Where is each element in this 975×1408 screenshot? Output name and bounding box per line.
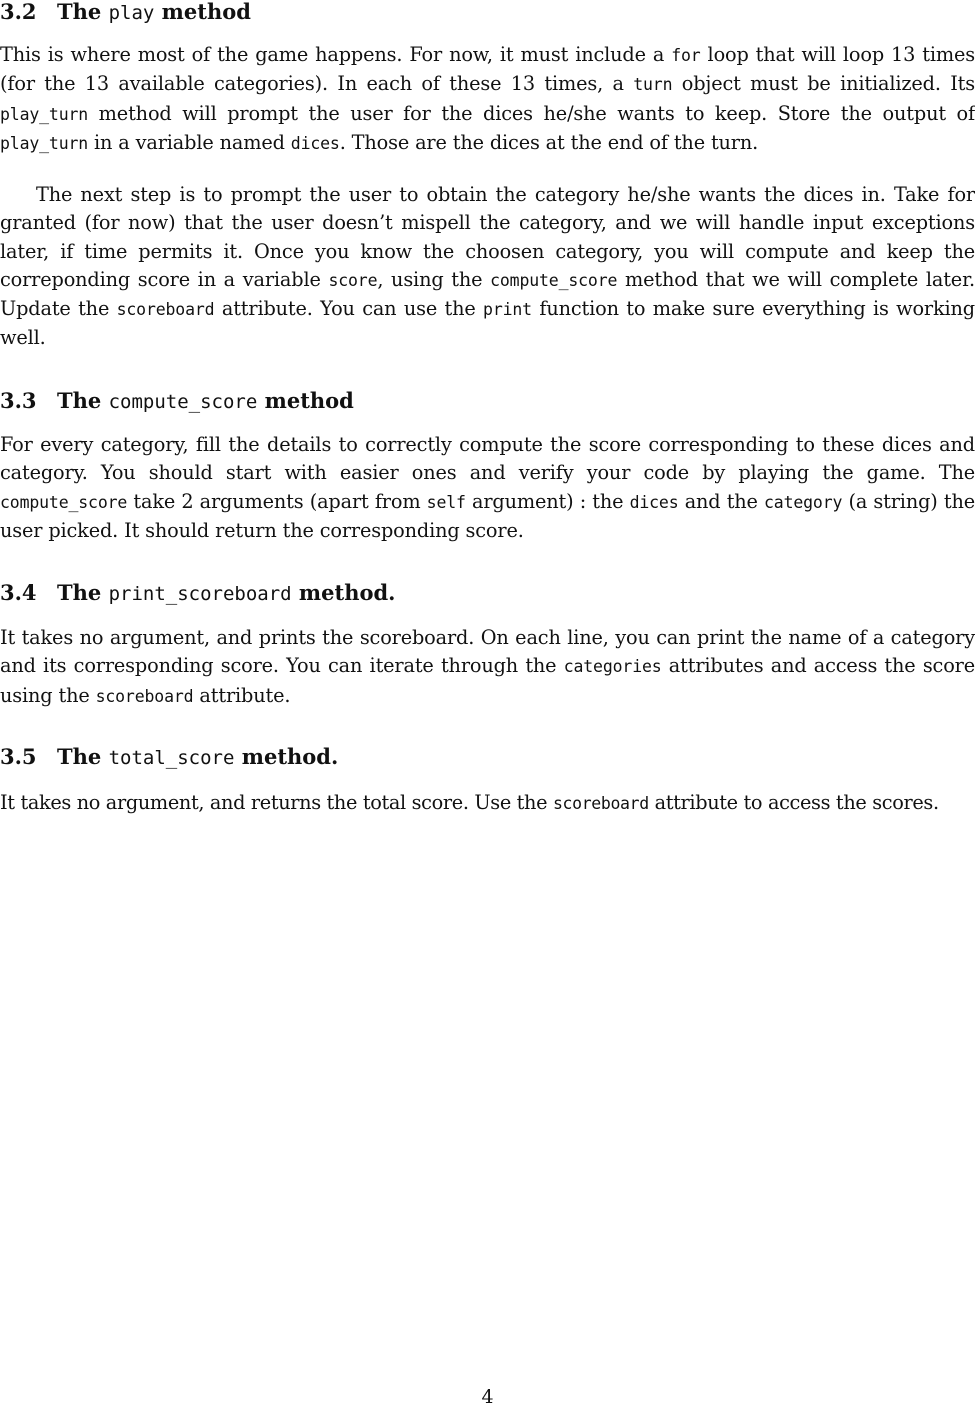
code-category: category [764, 492, 843, 512]
text-run: attribute. You can use the [214, 297, 484, 321]
text-run: attribute to access the scores. [648, 791, 939, 814]
text-run: in a variable named [88, 130, 291, 154]
paragraph-3-5-1 [0, 789, 975, 818]
text-run: It takes no argument, and prints the scoreboard. On each line, you can print the name of a category and its corresponding score. You can iterate through the [0, 626, 975, 678]
text-run: , using the [377, 267, 491, 291]
text-run: function to make sure everything is working well. [0, 297, 975, 350]
code-turn: turn [633, 75, 673, 95]
code-play-turn: play_turn [0, 133, 89, 153]
code-for: for [671, 46, 701, 65]
code-scoreboard: scoreboard [95, 686, 194, 706]
heading-code-compute-score: compute_score [108, 391, 258, 413]
text-run: method will prompt the user for the dices he/she wants to keep. Store the output of [88, 101, 975, 125]
section-number: 3.5 [0, 744, 37, 769]
code-compute-score: compute_score [490, 270, 618, 290]
text-run: loop that will loop 13 times (for the 13 available categories). In each of these 13 times, a [0, 43, 975, 96]
code-scoreboard: scoreboard [552, 794, 649, 813]
section-heading-3-3 [0, 388, 354, 415]
heading-word-method: method [264, 388, 354, 413]
text-run: method that we will complete later. Update the [0, 267, 975, 321]
code-categories: categories [563, 657, 662, 677]
code-play-turn: play_turn [0, 104, 89, 124]
paragraph-3-2-2 [0, 181, 975, 353]
heading-code-print-scoreboard: print_scoreboard [108, 583, 292, 605]
code-score: score [328, 270, 378, 290]
section-number: 3.3 [0, 388, 37, 413]
section-heading-3-5 [0, 744, 338, 771]
text-run: The next step is to prompt the user to obtain the category he/she wants the dices in. Take for granted (for now) that the user doesn’t mispell the category, and we will handle input exceptions later, if time permits it. Once you know the choosen category, you will compute and keep the correponding score in a variable [0, 183, 975, 291]
text-run: object must be initialized. Its [672, 72, 975, 96]
text-run: argument) : the [465, 489, 630, 513]
text-run: attribute. [193, 683, 291, 707]
text-run: This is where most of the game happens. For now, it must include a [0, 43, 672, 66]
heading-code-total-score: total_score [108, 747, 235, 769]
code-dices: dices [629, 492, 679, 512]
paragraph-3-3-1 [0, 431, 975, 545]
paragraph-3-2-1 [0, 41, 975, 158]
code-scoreboard: scoreboard [116, 300, 215, 320]
text-run: (a string) the user picked. It should return the corresponding score. [0, 489, 975, 542]
text-run: It takes no argument, and returns the total score. Use the [0, 791, 553, 814]
page-number: 4 [481, 1386, 494, 1408]
code-compute-score: compute_score [0, 492, 128, 512]
heading-code-play: play [108, 2, 155, 24]
text-run: and the [678, 489, 765, 513]
heading-word-method: method. [298, 580, 396, 605]
text-run: take 2 arguments (apart from [127, 489, 427, 513]
text-run: . Those are the dices at the end of the turn. [339, 130, 759, 154]
heading-word-method: method. [241, 744, 339, 769]
section-number: 3.4 [0, 580, 37, 605]
code-dices: dices [290, 133, 340, 153]
heading-word-the: The [57, 580, 102, 605]
heading-word-the: The [57, 744, 102, 769]
text-run: attributes and access the score using the [0, 654, 975, 707]
code-print: print [483, 300, 532, 320]
section-number: 3.2 [0, 0, 37, 24]
heading-word-method: method [161, 0, 251, 24]
text-run: For every category, fill the details to correctly compute the score corresponding to these dices and category. You should start with easier ones and verify your code by playing the game. The [0, 433, 975, 485]
code-self: self [426, 492, 466, 512]
heading-word-the: The [57, 0, 102, 24]
heading-word-the: The [57, 388, 102, 413]
section-heading-3-2 [0, 0, 251, 26]
paragraph-3-4-1 [0, 624, 975, 711]
section-heading-3-4 [0, 580, 395, 607]
